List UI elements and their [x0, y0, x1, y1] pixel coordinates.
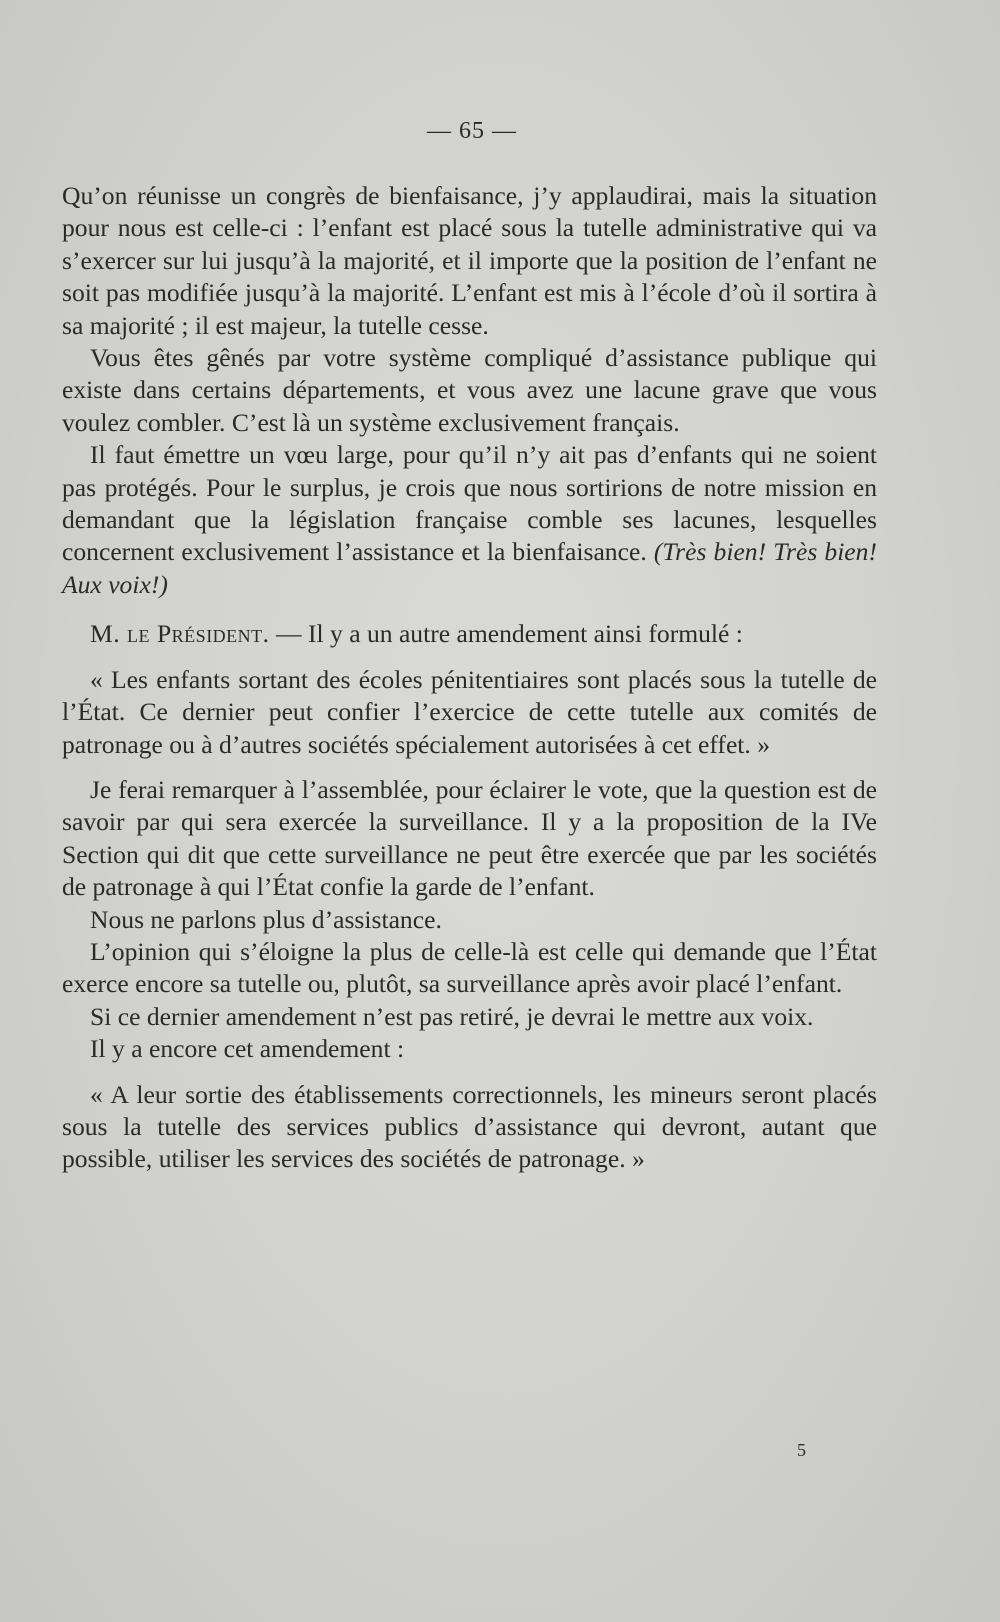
paragraph-president	[62, 618, 877, 650]
paragraph-9: Si ce dernier amendement n’est pas retiré, je devrai le mettre aux voix.	[90, 1001, 814, 1031]
paragraph-2: Vous êtes gênés par votre système compliqué d’assistance publique qui existe dans certains départements, et vous avez une lacune grave que vous voulez combler. C’est là un système exclusivement français.	[62, 343, 877, 437]
paragraph-president-text: — Il y a un autre amendement ainsi formulé :	[269, 619, 743, 649]
page-number: — 65 —	[427, 118, 517, 144]
page-body	[62, 180, 877, 1176]
paragraph-7: Nous ne parlons plus d’assistance.	[90, 904, 442, 934]
paragraph-10: Il y a encore cet amendement :	[90, 1034, 405, 1064]
paragraph-3-applause: (Très bien! Très bien! Aux voix!)	[62, 537, 877, 599]
paragraph-1: Qu’on réunisse un congrès de bienfaisance, j’y applaudirai, mais la situation pour nous est celle-ci : l’enfant est placé sous la tutelle administrative qui va s’exercer sur lui jusqu’à la majorité, et il importe que la position de l’enfant ne soit pas modifiée jusqu’à la majorité. L’enfant est mis à l’école d’où il sortira à sa majorité ; il est majeur, la tutelle cesse.	[62, 181, 877, 340]
paragraph-3	[62, 439, 877, 601]
paragraph-3-text: Il faut émettre un vœu large, pour qu’il n’y ait pas d’enfants qui ne soient pas protégés. Pour le surplus, je crois que nous sortirions de notre mission en demandant que la législation française comble ses lacunes, lesquelles concernent exclusivement l’assistance et la bienfaisance.	[62, 440, 877, 567]
amendment-quote-2: « A leur sortie des établissements correctionnels, les mineurs seront placés sous la tutelle des services publics d’assistance qui devront, autant que possible, utiliser les services des sociétés de patronage. »	[62, 1079, 877, 1174]
paragraph-6: Je ferai remarquer à l’assemblée, pour éclairer le vote, que la question est de savoir par qui sera exercée la surveillance. Il y a la proposition de la IVe Section qui dit que cette surveillance ne peut être exercée que par les sociétés de patronage à qui l’État confie la garde de l’enfant.	[62, 774, 877, 902]
paragraph-8: L’opinion qui s’éloigne la plus de celle-là est celle qui demande que l’État exerce encore sa tutelle ou, plutôt, sa surveillance après avoir placé l’enfant.	[62, 936, 877, 999]
signature-mark: 5	[797, 1440, 806, 1460]
amendment-quote-1: « Les enfants sortant des écoles pénitentiaires sont placés sous la tutelle de l’État. Ce dernier peut confier l’exercice de cette tutelle aux comités de patronage ou à d’autres sociétés spécialement autorisées à cet effet. »	[62, 664, 877, 759]
speaker-name: M. le Président.	[90, 619, 270, 649]
